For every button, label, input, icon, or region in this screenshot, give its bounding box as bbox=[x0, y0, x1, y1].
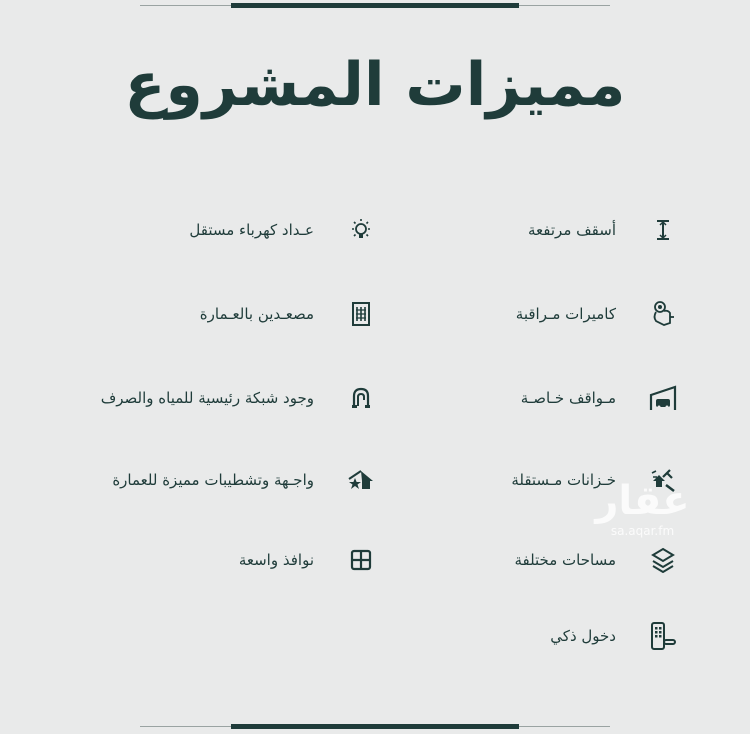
feature-label: وجود شبكة رئيسية للمياه والصرف bbox=[100, 389, 314, 407]
watermark-logo-text: عقار bbox=[595, 478, 690, 524]
bottom-accent-bar bbox=[231, 724, 519, 729]
feature-label: واجـهة وتشطيبات مميزة للعمارة bbox=[112, 471, 314, 489]
feature-label: كاميرات مـراقبة bbox=[515, 305, 616, 323]
feature-smart-entry bbox=[550, 616, 678, 656]
ceiling-height-icon bbox=[648, 215, 678, 245]
elevator-icon bbox=[346, 299, 376, 329]
feature-parking bbox=[521, 378, 678, 418]
facade-icon bbox=[346, 465, 376, 495]
lightbulb-icon bbox=[346, 215, 376, 245]
camera-icon bbox=[648, 299, 678, 329]
feature-label: عـداد كهرباء مستقل bbox=[189, 221, 314, 239]
watermark-url: sa.aqar.fm bbox=[610, 524, 675, 538]
feature-label: مـواقف خـاصـة bbox=[520, 389, 616, 407]
parking-icon bbox=[648, 383, 678, 413]
feature-wide-windows bbox=[239, 540, 376, 580]
top-accent-bar bbox=[231, 3, 519, 8]
feature-label: مساحات مختلفة bbox=[514, 551, 616, 569]
feature-label: خـزانات مـستقلة bbox=[511, 471, 616, 489]
plumbing-icon bbox=[346, 383, 376, 413]
feature-cameras bbox=[516, 294, 678, 334]
feature-label: نوافذ واسعة bbox=[238, 551, 314, 569]
feature-facade-finishes bbox=[112, 460, 376, 500]
feature-label: مصعـدين بالعـمارة bbox=[199, 305, 314, 323]
feature-electricity-meter bbox=[189, 210, 376, 250]
feature-elevators bbox=[200, 294, 376, 334]
feature-high-ceilings bbox=[528, 210, 678, 250]
watermark bbox=[585, 478, 700, 538]
page-title: مميزات المشروع bbox=[124, 50, 626, 120]
feature-label: دخول ذكي bbox=[550, 627, 616, 645]
smart-lock-icon bbox=[648, 621, 678, 651]
areas-icon bbox=[648, 545, 678, 575]
feature-water-network bbox=[101, 378, 376, 418]
window-icon bbox=[346, 545, 376, 575]
feature-various-areas bbox=[514, 540, 678, 580]
feature-label: أسقف مرتفعة bbox=[528, 221, 616, 239]
